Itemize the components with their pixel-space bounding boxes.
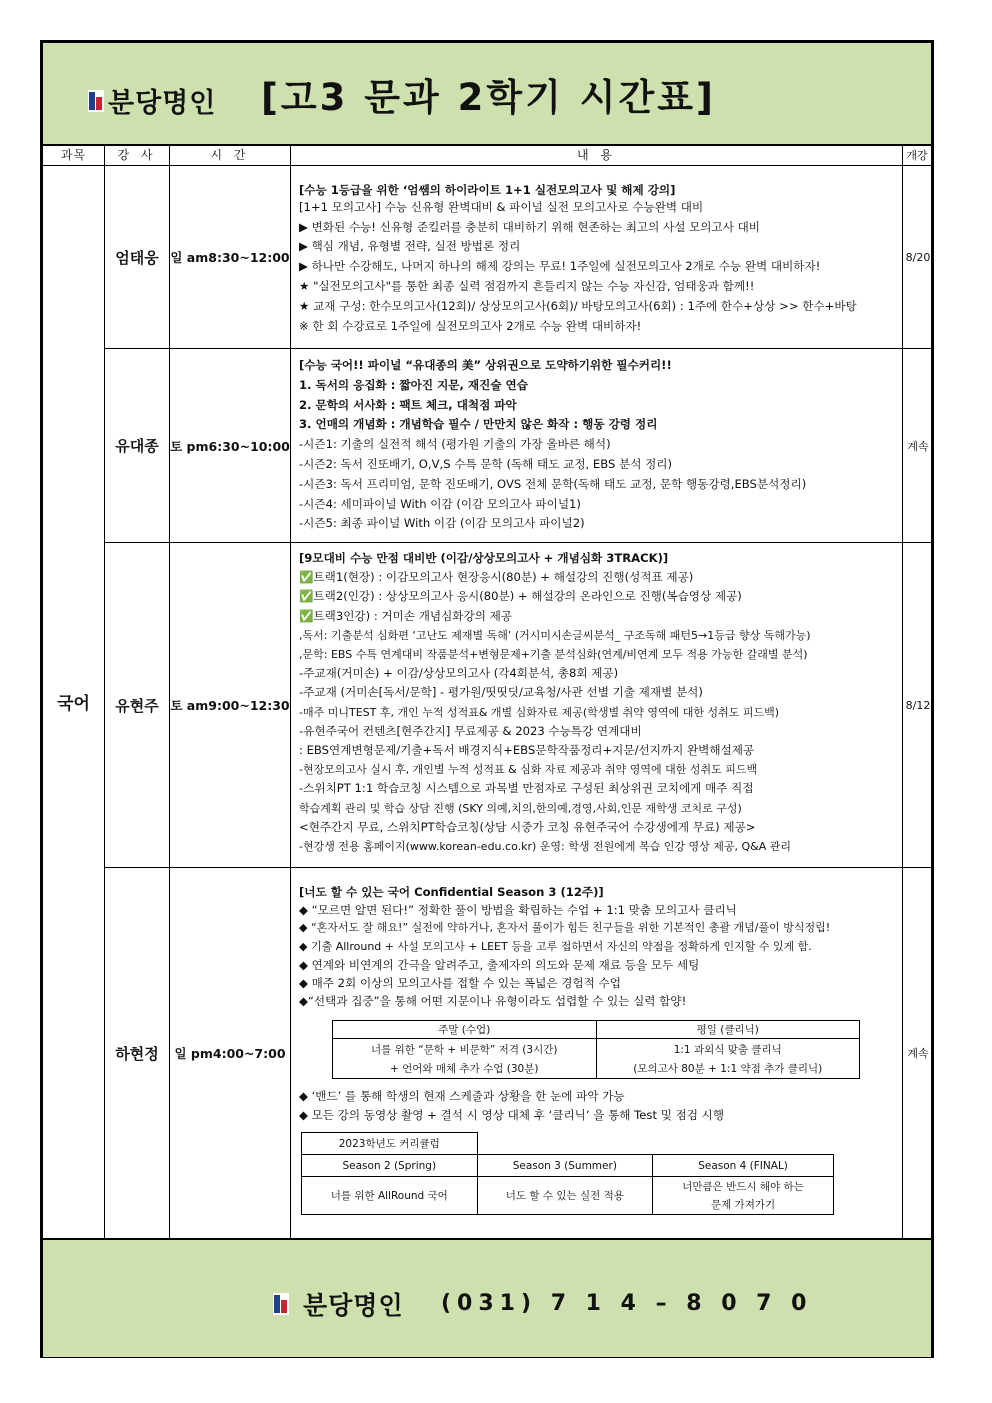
table-cell-line: (모의고사 80분 + 1:1 약점 추가 클리닉) <box>633 1062 823 1075</box>
content-line: ◆ 모든 강의 동영상 촬영 + 결석 시 영상 대체 후 ‘클리닉’ 을 통해 Test 및 점검 시행 <box>299 1108 725 1122</box>
schedule-table <box>332 1020 860 1079</box>
course-headline: [너도 할 수 있는 국어 Confidential Season 3 (12주)] <box>299 885 604 899</box>
content-line: ★ "실전모의고사"를 통한 최종 실력 점검까지 흔들리지 않는 수능 자신감, 엄태웅과 함께!! <box>299 278 755 293</box>
class-time: 일 am8:30~12:00 <box>170 250 290 265</box>
header-banner <box>43 43 931 146</box>
content-line: ,문학: EBS 수특 연계대비 작품분석+변형문제+기출 분석심화(연계/비연계 모두 적용 가능한 갈래별 분석) <box>299 648 808 662</box>
course-content-extra <box>299 1087 903 1125</box>
table-header: 주말 (수업) <box>333 1021 597 1039</box>
content-line: ◆ 기출 Allround + 사설 모의고사 + LEET 등을 고루 접하면서 자신의 약점을 정확하게 인지할 수 있게 함. <box>299 939 812 953</box>
footer-banner <box>43 1238 931 1357</box>
content-line: -유현주국어 컨텐츠[현주간지] 무료제공 & 2023 수능특강 연계대비 <box>299 723 642 738</box>
footer-brand: 분당명인 <box>303 1291 404 1320</box>
content-line: ★ 교재 구성: 한수모의고사(12회)/ 상상모의고사(6회)/ 바탕모의고사(6회) : 1주에 한수+상상 >> 한수+바탕 <box>299 298 857 313</box>
table-header: 평일 (클리닉) <box>596 1021 860 1039</box>
table-caption: 2023학년도 커리큘럼 <box>302 1133 478 1155</box>
content-line: -스위치PT 1:1 학습코칭 시스템으로 과목별 만점자로 구성된 최상위권 코치에게 매주 직접 <box>299 781 754 796</box>
brand-logo-icon <box>88 90 104 112</box>
content-line: -현강생 전용 홈페이지(www.korean-edu.co.kr) 운영: 학생 전원에게 복습 인강 영상 제공, Q&A 관리 <box>299 840 791 854</box>
content-line: 1. 독서의 응집화 : 짧아진 지문, 재진술 연습 <box>299 377 528 392</box>
content-line: ,독서: 기출분석 심화편 ‘고난도 제재별 독해’ (거시미시손글씨분석_ 구조독해 패턴5→1등급 향상 독해가능) <box>299 628 811 642</box>
table-cell-line: 너를 위한 “문학 + 비문학” 저격 (3시간) <box>371 1043 558 1056</box>
course-content <box>299 549 903 856</box>
content-line: ◆ “모르면 알면 된다!” 정확한 풀이 방법을 확립하는 수업 + 1:1 맞춤 모의고사 클리닉 <box>299 903 737 918</box>
table-cell <box>333 1039 597 1079</box>
class-time: 일 pm4:00~7:00 <box>174 1046 286 1061</box>
col-header-teacher: 강 사 <box>105 146 169 166</box>
course-headline: [수능 1등급을 위한 ‘엄쌤의 하이라이트 1+1 실전모의고사 및 해제 강의] <box>299 183 676 197</box>
content-line: ▶ 변화된 수능! 신유형 준킬러를 충분히 대비하기 위해 현존하는 최고의 사설 모의고사 대비 <box>299 219 760 234</box>
content-line: ▶ 하나만 수강해도, 나머지 하나의 해제 강의는 무료! 1주일에 실전모의고사 2개로 수능 완벽 대비하자! <box>299 259 821 274</box>
table-cell: 너를 위한 AllRound 국어 <box>302 1177 478 1215</box>
open-date: 계속 <box>907 439 929 453</box>
content-line: ✅트랙1(현장) : 이감모의고사 현장응시(80분) + 해설강의 진행(성적표 제공) <box>299 570 694 585</box>
table-cell-line: + 언어와 매체 추가 수업 (30분) <box>390 1062 539 1075</box>
teacher-name: 하현정 <box>115 1044 159 1063</box>
content-line: -현장모의고사 실시 후, 개인별 누적 성적표 & 심화 자료 제공과 취약 영역에 대한 성취도 피드백 <box>299 763 758 777</box>
content-line: : EBS연계변형문제/기출+독서 배경지식+EBS문학작품정리+지문/선지까지 완벽해설제공 <box>299 743 755 758</box>
content-line: ✅트랙3인강) : 거미손 개념심화강의 제공 <box>299 608 512 623</box>
col-header-open: 개강 <box>903 146 931 166</box>
content-line: -시즌3: 독서 프리미엄, 문학 진또배기, OVS 전체 문학(독해 태도 교정, 문학 행동강령,EBS분석정리) <box>299 476 807 491</box>
course-content <box>299 181 903 336</box>
content-line: ◆“선택과 집중”을 통해 어떤 지문이나 유형이라도 섭렵할 수 있는 실력 함양! <box>299 994 687 1009</box>
content-line: -매주 미니TEST 후, 개인 누적 성적표& 개별 심화자료 제공(학생별 취약 영역에 대한 성취도 피드백) <box>299 705 779 719</box>
course-content <box>299 883 903 1010</box>
open-date: 8/12 <box>905 698 931 712</box>
class-time: 토 am9:00~12:30 <box>170 698 290 713</box>
table-cell-line: 문제 가져가기 <box>710 1199 776 1211</box>
table-cell <box>596 1039 860 1079</box>
content-line: 학습계획 관리 및 학습 상담 진행 (SKY 의예,치의,한의예,경영,사회,인문 재학생 코치로 구성) <box>299 801 742 815</box>
teacher-name: 엄태웅 <box>115 248 159 267</box>
content-line: ◆ 매주 2회 이상의 모의고사를 접할 수 있는 폭넓은 경험적 수업 <box>299 976 621 991</box>
course-headline: [수능 국어!! 파이널 “유대종의 美” 상위권으로 도약하기위한 필수커리!! <box>299 358 672 372</box>
curriculum-table <box>301 1132 834 1215</box>
content-line: -주교재(거미손) + 이감/상상모의고사 (각4회분석, 총8회 제공) <box>299 666 619 681</box>
table-header: Season 3 (Summer) <box>477 1155 653 1177</box>
footer-logo <box>273 1286 404 1322</box>
content-line: ◆ “혼자서도 잘 해요!” 실전에 약하거나, 혼자서 풀이가 힘든 친구들을 위한 기본적인 총괄 개념/풀이 방식정립! <box>299 921 831 935</box>
col-header-content: 내 용 <box>291 146 902 166</box>
open-date: 8/20 <box>905 250 931 264</box>
content-line: ◆ ‘밴드’ 를 통해 학생의 현재 스케줄과 상황을 한 눈에 파악 가능 <box>299 1089 625 1103</box>
teacher-name: 유대종 <box>115 437 159 455</box>
content-line: ◆ 연계와 비연계의 간극을 알려주고, 출제자의 의도와 문제 재료 등을 모두 세팅 <box>299 957 700 972</box>
course-headline: [9모대비 수능 만점 대비반 (이감/상상모의고사 + 개념심화 3TRACK)] <box>299 551 669 565</box>
brand-logo <box>88 81 216 120</box>
teacher-name: 유현주 <box>115 696 159 715</box>
course-content <box>299 356 903 534</box>
table-cell-line: 1:1 과외식 맞춤 클리닉 <box>673 1043 782 1056</box>
table-header: Season 4 (FINAL) <box>653 1155 834 1177</box>
content-line: -주교재 (거미손[독서/문학] - 평가원/띳띳딧/교육청/사관 선별 기출 제재별 분석) <box>299 685 703 700</box>
table-cell-line: 너만큼은 반드시 해야 하는 <box>682 1181 804 1193</box>
content-line: ✅트랙2(인강) : 상상모의고사 응시(80분) + 해설강의 온라인으로 진행(복습영상 제공) <box>299 589 742 604</box>
content-line: -시즌1: 기출의 실전적 해석 (평가원 기출의 가장 올바른 해석) <box>299 437 611 452</box>
content-line: 3. 언매의 개념화 : 개념학습 필수 / 만만치 않은 화작 : 행동 강령 정리 <box>299 417 658 432</box>
subject-cell: 국어 <box>57 694 90 714</box>
col-header-subject: 과목 <box>43 146 104 166</box>
table-cell <box>653 1177 834 1215</box>
content-line: ※ 한 회 수강료로 1주일에 실전모의고사 2개로 수능 완벽 대비하자! <box>299 318 642 333</box>
content-line: -시즌2: 독서 진또배기, O,V,S 수특 문학 (독해 태도 교정, EBS 분석 정리) <box>299 456 673 471</box>
col-header-time: 시 간 <box>170 146 290 166</box>
content-line: -시즌5: 최종 파이널 With 이감 (이감 모의고사 파이널2) <box>299 516 585 531</box>
table-header: Season 2 (Spring) <box>302 1155 478 1177</box>
content-line: -시즌4: 세미파이널 With 이감 (이감 모의고사 파이널1) <box>299 496 581 511</box>
brand-name: 분당명인 <box>108 88 217 119</box>
brand-logo-icon <box>273 1293 289 1315</box>
timetable-frame <box>40 40 934 1358</box>
content-line: <현주간지 무료, 스위치PT학습코칭(상담 시중가 코칭 유현주국어 수강생에게 무료) 제공> <box>299 819 756 834</box>
content-line: [1+1 모의고사] 수능 신유형 완벽대비 & 파이널 실전 모의고사로 수능완벽 대비 <box>299 199 704 214</box>
class-time: 토 pm6:30~10:00 <box>170 438 290 454</box>
page-title: [고3 문과 2학기 시간표] <box>261 76 716 119</box>
content-line: 2. 문학의 서사화 : 팩트 체크, 대척점 파악 <box>299 397 517 412</box>
content-line: ▶ 핵심 개념, 유형별 전략, 실전 방법론 정리 <box>299 239 521 254</box>
footer-phone: (031) 7 1 4 – 8 0 7 0 <box>441 1291 813 1316</box>
table-cell: 너도 할 수 있는 실전 적용 <box>477 1177 653 1215</box>
open-date: 계속 <box>907 1047 929 1060</box>
